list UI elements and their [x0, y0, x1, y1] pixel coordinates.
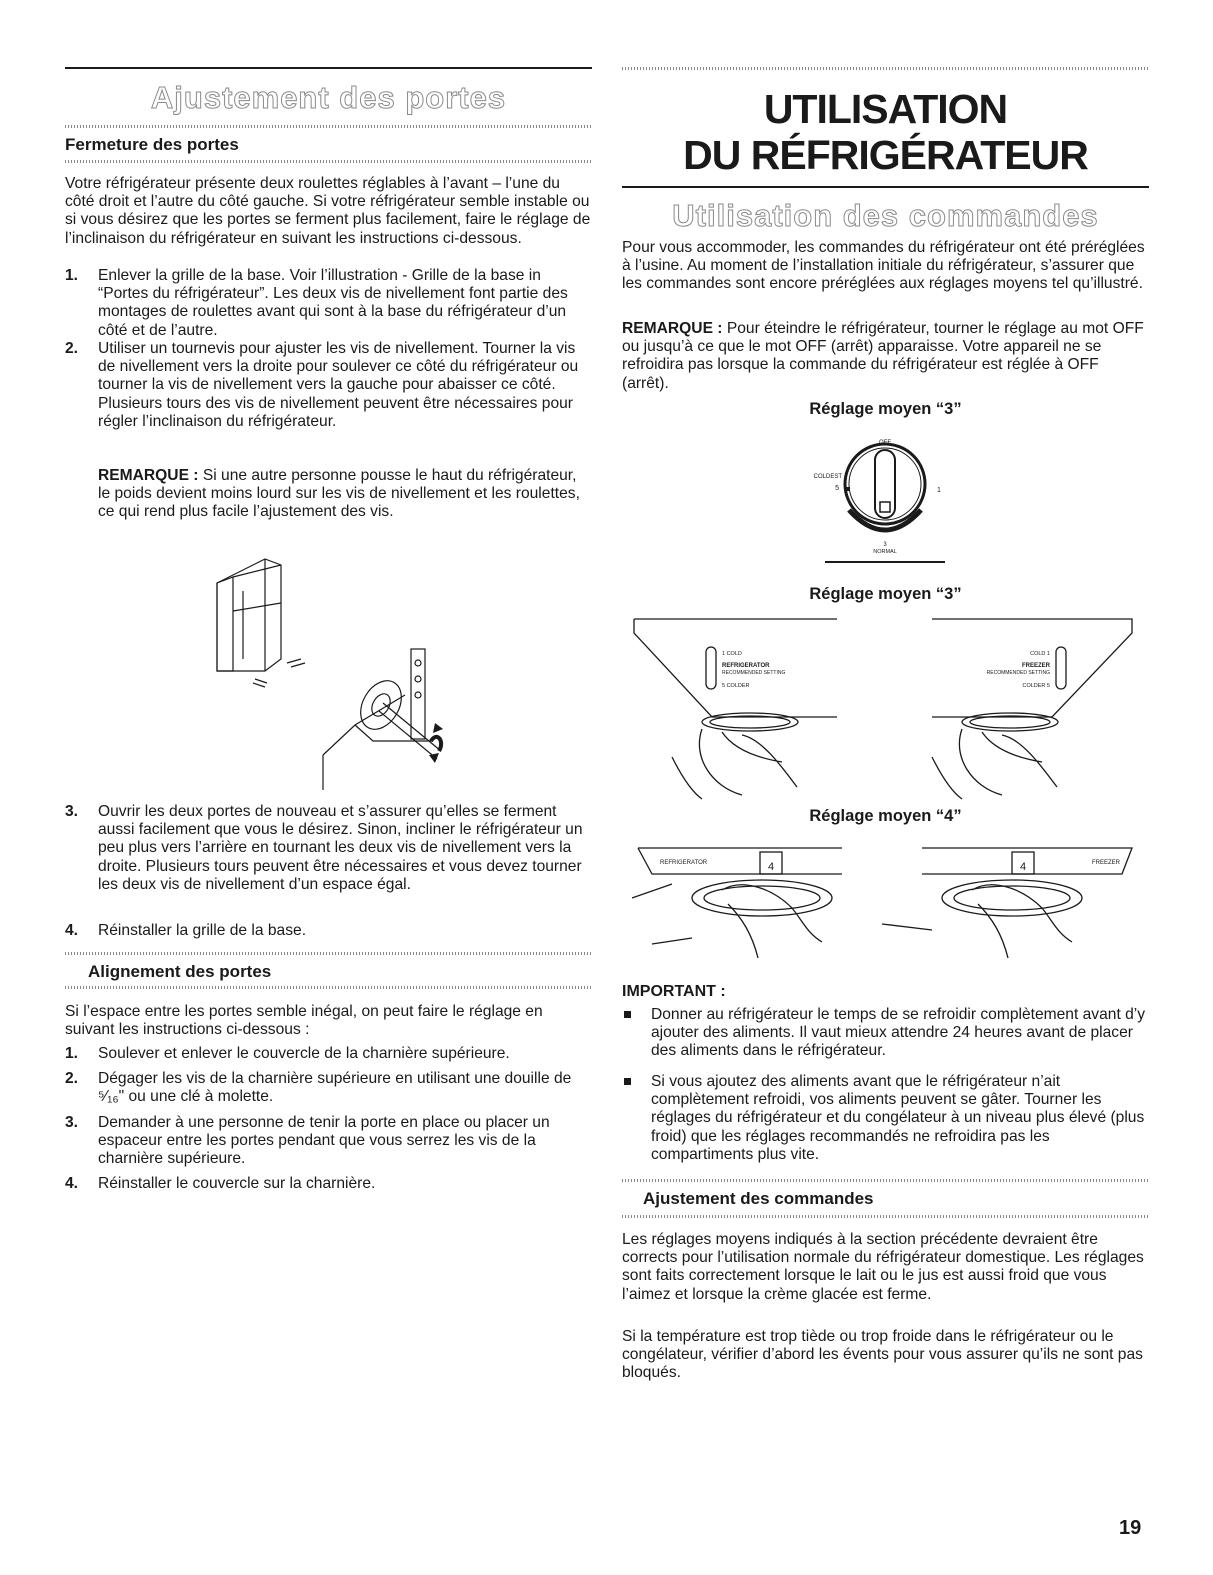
dotted-rule: [65, 952, 592, 955]
dual-control-panel-illustration: [632, 617, 1142, 802]
panel-recommended-label: RECOMMENDED SETTING: [722, 670, 786, 676]
step-text: Soulever et enlever le couvercle de la charnière supérieure.: [98, 1045, 510, 1062]
align-step-4: [65, 1175, 592, 1193]
bullet-item: [622, 1073, 1149, 1164]
step-number: 1.: [65, 1045, 79, 1062]
step-number: 2.: [65, 1070, 79, 1087]
alignment-intro: Si l’espace entre les portes semble inégal, on peut faire le réglage en suivant les instructions ci-dessous :: [65, 1003, 543, 1039]
dotted-rule: [622, 1215, 1149, 1218]
step-text: Utiliser un tournevis pour ajuster les vis de nivellement. Tourner la vis de nivellement vers la droite pour soulever ce côté du réfrigérateur ou tourner la vis de nivellement vers la gauche pour abaisser ce côté. Plusieurs tours des vis de nivellement peuvent être nécessaires pour régler l’inclinaison du réfrigérateur.: [98, 340, 579, 430]
dotted-rule: [65, 125, 592, 128]
step-text: Enlever la grille de la base. Voir l’illustration - Grille de la base in “Portes du réfrigérateur”. Les deux vis de nivellement font partie des montages de roulettes avant qui sont à la base du réfrigérateur d’un côté et de l’autre.: [98, 267, 568, 339]
step-number: 2.: [65, 340, 79, 357]
note-text: Pour éteindre le réfrigérateur, tourner le réglage au mot OFF ou jusqu’à ce que le mot OFF (arrêt) apparaisse. Votre appareil ne se refroidira pas lorsque la commande du réfrigérateur est réglée à OFF (arrêt).: [622, 320, 1144, 392]
chapter-title-line-2: DU RÉFRIGÉRATEUR: [683, 132, 1088, 178]
step-2: [65, 340, 592, 431]
step-text: Ouvrir les deux portes de nouveau et s’assurer qu’elles se ferment aussi facilement que vous le désirez. Sinon, incliner le réfrigérateur un peu plus vers l’arrière en tournant les deux vis de nivellement vers la droite. Plusieurs tours peuvent être nécessaires et vous devez tourner les deux vis de nivellement d’un espace égal.: [98, 803, 583, 893]
page-number: 19: [1119, 1517, 1142, 1539]
step-text: Dégager les vis de la charnière supérieure en utilisant une douille de ⁵⁄₁₆" ou une clé à molette.: [98, 1070, 572, 1106]
step-number: 4.: [65, 922, 79, 939]
bullet-text: Donner au réfrigérateur le temps de se refroidir complètement avant d’y ajouter des aliments. Il vaut mieux attendre 24 heures avant de placer des aliments dans le réfrigérateur.: [651, 1006, 1146, 1060]
dotted-rule: [622, 67, 1149, 70]
dotted-rule: [65, 160, 592, 163]
step-4: [65, 922, 592, 940]
dial-3-label: 3: [883, 542, 887, 548]
dial-normal-label: NORMAL: [873, 549, 897, 555]
note-label: REMARQUE :: [98, 467, 199, 484]
slider-freezer-label: FREEZER: [1091, 860, 1120, 866]
align-step-1: [65, 1045, 592, 1063]
dial-off-label: OFF: [879, 440, 891, 446]
panel-freezer-label: FREEZER: [1021, 663, 1050, 669]
step-1: [65, 267, 592, 340]
remarque-note: [622, 320, 1149, 393]
bullet-item: [622, 1006, 1149, 1061]
slider-value-left: 4: [767, 861, 775, 873]
bullet-text: Si vous ajoutez des aliments avant que le réfrigérateur n’ait complètement refroidi, vos aliments peuvent se gâter. Tourner les réglages du réfrigérateur et du congélateur à un niveau plus élevé (plus froid) que les réglages recommandés ne refroidira pas les compartiments plus vite.: [651, 1073, 1145, 1163]
slider-refrigerator-label: REFRIGERATOR: [660, 860, 708, 866]
subheading-alignement: Alignement des portes: [88, 962, 272, 981]
panel-colder-label: 5 COLDER: [722, 683, 750, 689]
subheading-fermeture: Fermeture des portes: [65, 135, 239, 154]
align-step-3: [65, 1114, 592, 1169]
adjust-paragraph-2: Si la température est trop tiède ou trop froide dans le réfrigérateur ou le congélateur, vérifier d’abord les évents pour vous assurer qu’ils ne sont pas bloqués.: [622, 1328, 1143, 1382]
dotted-rule: [622, 1179, 1149, 1182]
step-number: 3.: [65, 803, 79, 820]
dotted-rule: [65, 986, 592, 989]
align-step-2: [65, 1070, 592, 1106]
panel-cold-label-right: COLD 1: [1030, 651, 1050, 657]
panel-refrigerator-label: REFRIGERATOR: [722, 663, 770, 669]
dial-5-label: 5: [835, 485, 839, 492]
step-text: Réinstaller le couvercle sur la charnière.: [98, 1175, 376, 1192]
dial-1-label: 1: [937, 487, 941, 494]
caption-reglage-4: Réglage moyen “4”: [809, 807, 962, 825]
panel-recommended-label-right: RECOMMENDED SETTING: [986, 670, 1050, 676]
note-text: Si une autre personne pousse le haut du réfrigérateur, le poids devient moins lourd sur les vis de nivellement et les roulettes, ce qui rend plus facile l’ajustement des vis.: [98, 467, 580, 521]
step-text: Réinstaller la grille de la base.: [98, 922, 307, 939]
caption-reglage-3-panel: Réglage moyen “3”: [809, 585, 962, 603]
panel-colder-label-right: COLDER 5: [1022, 683, 1050, 689]
intro-paragraph: Votre réfrigérateur présente deux roulettes réglables à l’avant – l’une du côté droit et l’autre du côté gauche. Si votre réfrigérateur semble instable ou si vous désirez que les portes se ferment plus facilement, faire le réglage de l’inclinaison du réfrigérateur en suivant les instructions ci-dessous.: [65, 175, 591, 247]
controls-intro: Pour vous accommoder, les commandes du réfrigérateur ont été préréglées à l’usine. Au moment de l’installation initiale du réfrigérateur, s’assurer que les commandes sont encore préréglées aux réglages moyens tel qu’illustré.: [622, 239, 1145, 293]
section-title-ajustement-portes: Ajustement des portes: [150, 80, 507, 115]
title-rule: [622, 186, 1149, 188]
chapter-title-line-1: UTILISATION: [763, 86, 1008, 132]
section-title-utilisation-commandes: Utilisation des commandes: [672, 198, 1099, 233]
control-dial-illustration: [787, 432, 987, 572]
step-number: 3.: [65, 1114, 79, 1131]
bullet-square-icon: [624, 1011, 631, 1018]
important-label: IMPORTANT :: [622, 983, 726, 1000]
panel-cold-label: 1 COLD: [722, 651, 742, 657]
step-number: 4.: [65, 1175, 79, 1192]
adjust-paragraph-1: Les réglages moyens indiqués à la section précédente devraient être corrects pour l’utilisation normale du réfrigérateur domestique. Les réglages sont faits correctement lorsque le lait ou le jus est aussi froid que vous l’aimez et lorsque la crème glacée est ferme.: [622, 1231, 1144, 1303]
leveling-illustration: [205, 555, 445, 790]
subheading-ajustement-commandes: Ajustement des commandes: [643, 1189, 874, 1208]
remarque-note: [98, 467, 592, 522]
dial-coldest-label: COLDEST: [813, 474, 842, 480]
slider-control-illustration: [632, 838, 1142, 968]
step-text: Demander à une personne de tenir la porte en place ou placer un espaceur entre les portes pendant que vous serrez les vis de la charnière supérieure.: [98, 1114, 550, 1168]
caption-reglage-3-dial: Réglage moyen “3”: [809, 400, 962, 418]
top-rule: [65, 67, 592, 69]
slider-value-right: 4: [1019, 861, 1027, 873]
note-label: REMARQUE :: [622, 320, 723, 337]
step-number: 1.: [65, 267, 79, 284]
step-3: [65, 803, 592, 894]
bullet-square-icon: [624, 1078, 631, 1085]
